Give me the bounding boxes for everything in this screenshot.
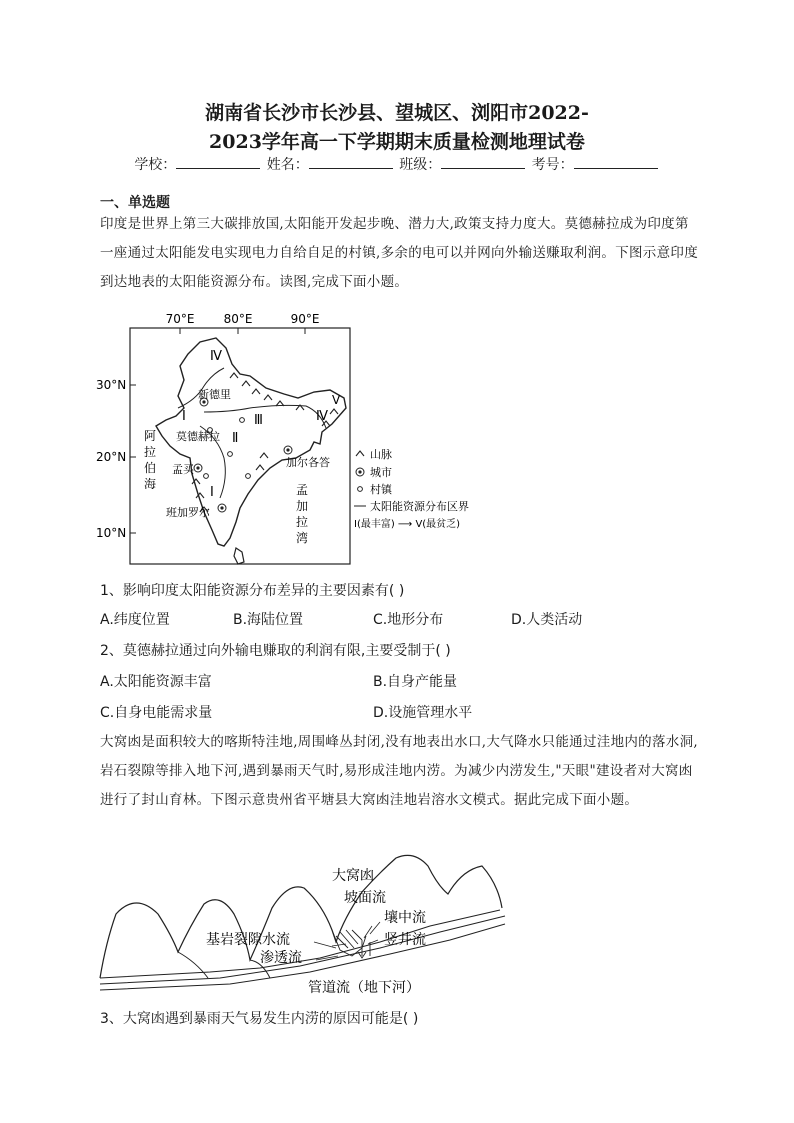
q2-option-b[interactable]: B.自身产能量 [373, 674, 458, 690]
question-1-stem: 1、影响印度太阳能资源分布差异的主要因素有( ) [100, 583, 405, 599]
karst-label-soil-flow: 壤中流 [384, 910, 426, 926]
karst-label-shaft-flow: 竖井流 [384, 932, 426, 948]
ground-surface [100, 910, 500, 978]
legend-boundary: 太阳能资源分布区界 [370, 500, 469, 513]
lon-label-90: 90°E [290, 312, 320, 326]
arabian-sea-label [144, 429, 156, 491]
city-legend-dot [358, 470, 361, 473]
name-field[interactable] [309, 154, 393, 169]
zone-label: Ⅴ [332, 393, 341, 407]
town-marker [240, 418, 245, 423]
city-marker-dot [196, 466, 199, 469]
exam-number-field[interactable] [574, 154, 658, 169]
svg-text:湾: 湾 [296, 531, 309, 545]
karst-label-slope-flow: 坡面流 [344, 890, 386, 906]
valley-floor [178, 952, 270, 978]
city-label: 新德里 [198, 388, 231, 401]
legend-city: 城市 [370, 466, 392, 479]
svg-text:拉: 拉 [144, 445, 157, 459]
svg-text:拉: 拉 [296, 515, 309, 529]
zone-label: Ⅱ [232, 431, 239, 446]
exam-number-label: 考号： [531, 157, 574, 173]
zone-label: Ⅰ [182, 409, 186, 424]
town-marker [228, 452, 233, 457]
zone-label: Ⅲ [254, 413, 263, 428]
lon-label-70: 70°E [165, 312, 195, 326]
student-info-row [0, 154, 794, 174]
q1-option-c[interactable]: C.地形分布 [373, 612, 444, 628]
q2-option-c[interactable]: C.自身电能需求量 [100, 705, 213, 721]
mountain-legend-icon [356, 451, 364, 456]
sri-lanka [234, 548, 244, 564]
section-title: 一、单选题 [100, 195, 170, 211]
school-label: 学校： [134, 157, 177, 173]
karst-hydrology-diagram [100, 852, 520, 1002]
city-label: 班加罗尔 [166, 506, 210, 519]
school-field[interactable] [176, 154, 260, 169]
city-label: 孟买 [172, 463, 194, 476]
india-solar-map [96, 308, 520, 570]
city-marker-dot [286, 448, 289, 451]
city-label: 莫德赫拉 [176, 430, 220, 443]
legend-scale: Ⅰ(最丰富) ⟶ Ⅴ(最贫乏) [354, 519, 461, 530]
name-label: 姓名： [266, 157, 309, 173]
zone-label: Ⅳ [316, 409, 328, 424]
karst-label-fracture-flow: 基岩裂隙水流 [206, 932, 290, 948]
lat-label-10: 10°N [96, 526, 127, 540]
legend-town: 村镇 [370, 483, 392, 496]
zone-label: Ⅳ [210, 349, 222, 364]
city-marker-dot [220, 506, 223, 509]
passage-2: 大窝凼是面积较大的喀斯特洼地,周围峰丛封闭,没有地表出水口,大气降水只能通过洼地内的落水洞,岩石裂隙等排入地下河,遇到暴雨天气时,易形成洼地内涝。为减少内涝发生,"天眼"建设者对大窝凼进行了封山育林。下图示意贵州省平塘县大窝凼洼地岩溶水文模式。据此完成下面小题。 [100, 734, 698, 808]
q2-option-d[interactable]: D.设施管理水平 [373, 705, 473, 721]
exam-title-line1: 湖南省长沙市长沙县、望城区、浏阳市2022- [205, 102, 589, 124]
question-3-stem: 3、大窝凼遇到暴雨天气易发生内涝的原因可能是( ) [100, 1011, 419, 1027]
map-legend [354, 448, 469, 530]
question-2-stem: 2、莫德赫拉通过向外输电赚取的利润有限,主要受制于( ) [100, 643, 451, 659]
svg-text:加: 加 [296, 499, 309, 513]
exam-title-line2: 2023学年高一下学期期末质量检测地理试卷 [209, 131, 585, 153]
svg-text:孟: 孟 [296, 483, 309, 497]
underground-pipe-top [100, 916, 505, 984]
underground-pipe-bottom [100, 924, 505, 990]
q1-option-d[interactable]: D.人类活动 [511, 612, 583, 628]
legend-mountain: 山脉 [370, 448, 392, 461]
q1-option-a[interactable]: A.纬度位置 [100, 612, 170, 628]
bay-of-bengal-label [296, 483, 308, 545]
lat-label-30: 30°N [96, 378, 127, 392]
karst-label-conduit-flow: 管道流（地下河） [308, 980, 420, 996]
karst-label-seepage-flow: 渗透流 [260, 950, 302, 966]
city-label: 加尔各答 [286, 456, 330, 469]
svg-text:海: 海 [144, 477, 157, 491]
karst-label-dawodang: 大窝凼 [332, 868, 374, 884]
zone-label: Ⅰ [210, 485, 214, 500]
passage-1: 印度是世界上第三大碳排放国,太阳能开发起步晚、潜力大,政策支持力度大。莫德赫拉成为印度第一座通过太阳能发电实现电力自给自足的村镇,多余的电可以并网向外输送赚取利润。下图示意印度到达地表的太阳能资源分布。读图,完成下面小题。 [100, 216, 698, 290]
town-marker [246, 474, 251, 479]
q2-option-a[interactable]: A.太阳能资源丰富 [100, 674, 212, 690]
zone-boundary [204, 405, 326, 428]
svg-text:伯: 伯 [144, 461, 157, 475]
class-field[interactable] [441, 154, 525, 169]
svg-text:阿: 阿 [144, 429, 157, 443]
lon-label-80: 80°E [223, 312, 253, 326]
q1-option-b[interactable]: B.海陆位置 [233, 612, 304, 628]
town-marker [204, 474, 209, 479]
class-label: 班级： [399, 157, 442, 173]
town-legend-icon [358, 487, 363, 492]
lat-label-20: 20°N [96, 450, 127, 464]
